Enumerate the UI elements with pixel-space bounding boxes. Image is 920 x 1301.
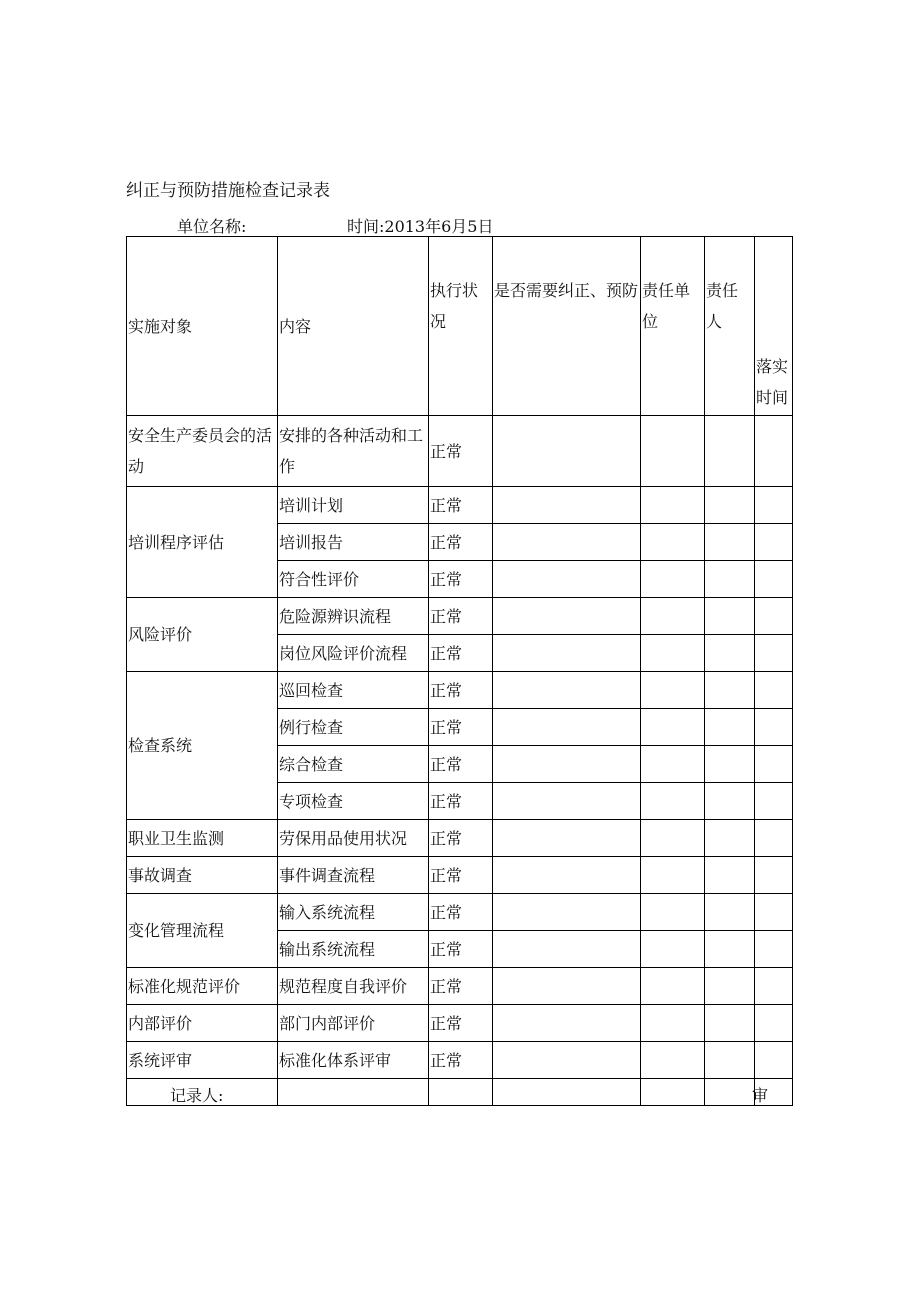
correction-cell[interactable] xyxy=(493,524,641,561)
person-cell[interactable] xyxy=(705,598,755,635)
dept-cell[interactable] xyxy=(641,894,705,931)
content-cell: 劳保用品使用状况 xyxy=(278,820,429,857)
content-cell: 培训报告 xyxy=(278,524,429,561)
object-cell: 事故调查 xyxy=(127,857,278,894)
person-cell[interactable] xyxy=(705,931,755,968)
time-cell[interactable] xyxy=(755,709,793,746)
time-cell[interactable] xyxy=(755,783,793,820)
time-cell[interactable] xyxy=(755,1005,793,1042)
reviewer-label: 审 xyxy=(752,1086,769,1105)
correction-cell[interactable] xyxy=(493,931,641,968)
content-cell: 符合性评价 xyxy=(278,561,429,598)
time-cell[interactable] xyxy=(755,635,793,672)
person-cell[interactable] xyxy=(705,416,755,487)
header-status: 执行状况 xyxy=(429,237,493,416)
table-row xyxy=(127,598,793,635)
object-cell: 职业卫生监测 xyxy=(127,820,278,857)
status-cell: 正常 xyxy=(429,709,493,746)
correction-cell[interactable] xyxy=(493,968,641,1005)
status-cell: 正常 xyxy=(429,746,493,783)
correction-cell[interactable] xyxy=(493,857,641,894)
dept-cell[interactable] xyxy=(641,783,705,820)
table-row xyxy=(127,968,793,1005)
content-cell: 巡回检查 xyxy=(278,672,429,709)
correction-cell[interactable] xyxy=(493,1079,641,1106)
header-correction: 是否需要纠正、预防 xyxy=(493,237,641,416)
person-cell[interactable] xyxy=(705,968,755,1005)
table-row xyxy=(127,894,793,931)
object-cell: 风险评价 xyxy=(127,598,278,672)
person-cell[interactable] xyxy=(705,1042,755,1079)
status-cell: 正常 xyxy=(429,783,493,820)
correction-cell[interactable] xyxy=(493,416,641,487)
status-cell: 正常 xyxy=(429,524,493,561)
content-cell[interactable] xyxy=(278,1079,429,1106)
status-cell: 正常 xyxy=(429,598,493,635)
person-cell[interactable] xyxy=(705,1079,755,1106)
dept-cell[interactable] xyxy=(641,598,705,635)
content-cell: 危险源辨识流程 xyxy=(278,598,429,635)
person-cell[interactable] xyxy=(705,1005,755,1042)
dept-cell[interactable] xyxy=(641,968,705,1005)
object-cell: 培训程序评估 xyxy=(127,487,278,598)
correction-cell[interactable] xyxy=(493,894,641,931)
person-cell[interactable] xyxy=(705,487,755,524)
person-cell[interactable] xyxy=(705,820,755,857)
status-cell: 正常 xyxy=(429,672,493,709)
content-cell: 岗位风险评价流程 xyxy=(278,635,429,672)
header-responsible-dept: 责任单位 xyxy=(641,237,705,416)
status-cell: 正常 xyxy=(429,1042,493,1079)
content-cell: 事件调查流程 xyxy=(278,857,429,894)
table-row xyxy=(127,857,793,894)
empty-table-row xyxy=(127,1079,793,1106)
time-cell[interactable] xyxy=(755,487,793,524)
header-implementation-time: 落实时间 xyxy=(755,237,793,416)
time-cell[interactable] xyxy=(755,894,793,931)
time-cell[interactable] xyxy=(755,524,793,561)
time-cell[interactable] xyxy=(755,1042,793,1079)
content-cell: 安排的各种活动和工作 xyxy=(278,416,429,487)
dept-cell[interactable] xyxy=(641,1079,705,1106)
person-cell[interactable] xyxy=(705,783,755,820)
content-cell: 综合检查 xyxy=(278,746,429,783)
page-title: 纠正与预防措施检查记录表 xyxy=(126,181,330,201)
time-cell[interactable] xyxy=(755,857,793,894)
status-cell: 正常 xyxy=(429,1005,493,1042)
content-cell: 输入系统流程 xyxy=(278,894,429,931)
correction-cell[interactable] xyxy=(493,487,641,524)
unit-name-label: 单位名称: xyxy=(177,217,247,236)
time-cell[interactable] xyxy=(755,672,793,709)
table-header-row xyxy=(127,237,793,416)
content-cell: 例行检查 xyxy=(278,709,429,746)
person-cell[interactable] xyxy=(705,672,755,709)
dept-cell[interactable] xyxy=(641,561,705,598)
person-cell[interactable] xyxy=(705,746,755,783)
dept-cell[interactable] xyxy=(641,416,705,487)
object-cell: 安全生产委员会的活动 xyxy=(127,416,278,487)
inspection-record-table xyxy=(126,236,793,1106)
person-cell[interactable] xyxy=(705,857,755,894)
header-content: 内容 xyxy=(278,237,429,416)
status-cell[interactable] xyxy=(429,1079,493,1106)
time-cell[interactable] xyxy=(755,561,793,598)
correction-cell[interactable] xyxy=(493,672,641,709)
table-row xyxy=(127,416,793,487)
time-cell[interactable] xyxy=(755,746,793,783)
status-cell: 正常 xyxy=(429,968,493,1005)
content-cell: 专项检查 xyxy=(278,783,429,820)
object-cell: 标准化规范评价 xyxy=(127,968,278,1005)
content-cell: 输出系统流程 xyxy=(278,931,429,968)
status-cell: 正常 xyxy=(429,894,493,931)
header-object: 实施对象 xyxy=(127,237,278,416)
recorder-label: 记录人: xyxy=(170,1086,224,1105)
status-cell: 正常 xyxy=(429,416,493,487)
dept-cell[interactable] xyxy=(641,487,705,524)
table-row xyxy=(127,1005,793,1042)
status-cell: 正常 xyxy=(429,820,493,857)
person-cell[interactable] xyxy=(705,524,755,561)
status-cell: 正常 xyxy=(429,561,493,598)
content-cell: 部门内部评价 xyxy=(278,1005,429,1042)
object-cell: 变化管理流程 xyxy=(127,894,278,968)
correction-cell[interactable] xyxy=(493,635,641,672)
content-cell: 标准化体系评审 xyxy=(278,1042,429,1079)
correction-cell[interactable] xyxy=(493,783,641,820)
content-cell: 培训计划 xyxy=(278,487,429,524)
inspection-date: 时间:2013年6月5日 xyxy=(347,217,494,236)
table-row xyxy=(127,672,793,709)
dept-cell[interactable] xyxy=(641,1042,705,1079)
correction-cell[interactable] xyxy=(493,820,641,857)
status-cell: 正常 xyxy=(429,931,493,968)
table-row xyxy=(127,820,793,857)
time-cell[interactable] xyxy=(755,931,793,968)
dept-cell[interactable] xyxy=(641,709,705,746)
time-cell[interactable] xyxy=(755,968,793,1005)
correction-cell[interactable] xyxy=(493,598,641,635)
dept-cell[interactable] xyxy=(641,746,705,783)
dept-cell[interactable] xyxy=(641,931,705,968)
dept-cell[interactable] xyxy=(641,1005,705,1042)
person-cell[interactable] xyxy=(705,709,755,746)
person-cell[interactable] xyxy=(705,561,755,598)
time-cell[interactable] xyxy=(755,598,793,635)
person-cell[interactable] xyxy=(705,894,755,931)
object-cell: 检查系统 xyxy=(127,672,278,820)
dept-cell[interactable] xyxy=(641,524,705,561)
table-row xyxy=(127,487,793,524)
time-cell[interactable] xyxy=(755,416,793,487)
status-cell: 正常 xyxy=(429,487,493,524)
correction-cell[interactable] xyxy=(493,561,641,598)
correction-cell[interactable] xyxy=(493,746,641,783)
dept-cell[interactable] xyxy=(641,635,705,672)
dept-cell[interactable] xyxy=(641,672,705,709)
correction-cell[interactable] xyxy=(493,1005,641,1042)
object-cell: 系统评审 xyxy=(127,1042,278,1079)
time-cell[interactable] xyxy=(755,820,793,857)
status-cell: 正常 xyxy=(429,635,493,672)
correction-cell[interactable] xyxy=(493,1042,641,1079)
object-cell: 内部评价 xyxy=(127,1005,278,1042)
content-cell: 规范程度自我评价 xyxy=(278,968,429,1005)
status-cell: 正常 xyxy=(429,857,493,894)
correction-cell[interactable] xyxy=(493,709,641,746)
dept-cell[interactable] xyxy=(641,857,705,894)
header-responsible-person: 责任人 xyxy=(705,237,755,416)
dept-cell[interactable] xyxy=(641,820,705,857)
person-cell[interactable] xyxy=(705,635,755,672)
table-row xyxy=(127,1042,793,1079)
